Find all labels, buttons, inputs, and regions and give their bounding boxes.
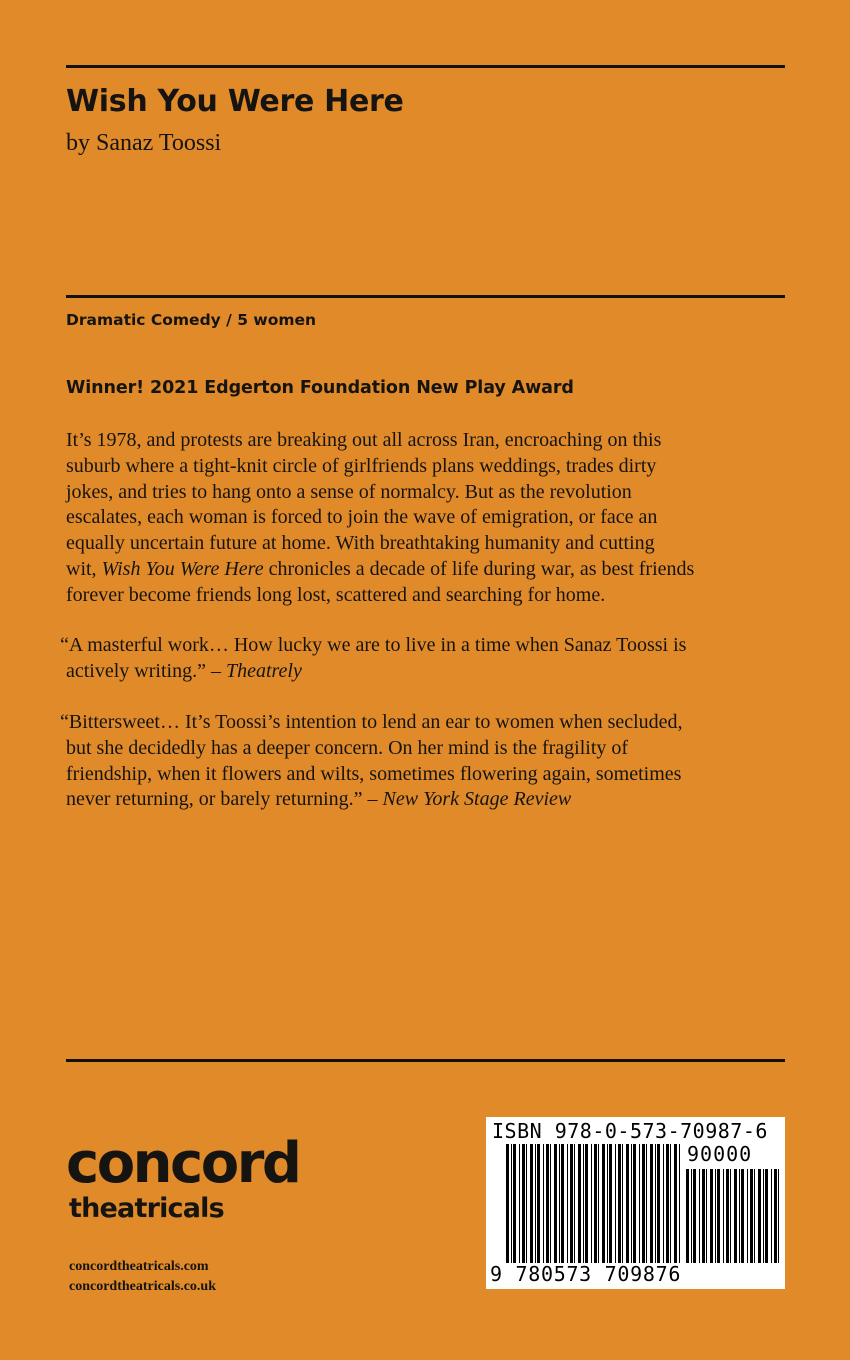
barcode-bar: [609, 1144, 612, 1263]
barcode-bar: [771, 1169, 772, 1263]
barcode-bar: [574, 1144, 575, 1263]
barcode-bar: [522, 1144, 525, 1263]
barcode-bar: [666, 1144, 669, 1263]
barcode-bar: [583, 1144, 584, 1263]
quote-line: but she decidedly has a deeper concern. On her mind is the fragility of: [66, 736, 629, 759]
barcode-bar: [535, 1144, 536, 1263]
barcode-bar: [693, 1169, 696, 1263]
synopsis-text: wit,: [66, 557, 102, 580]
barcode-bar: [554, 1144, 557, 1263]
barcode-bar: [730, 1169, 731, 1263]
barcode-bar: [717, 1169, 720, 1263]
barcode-bar: [519, 1144, 520, 1263]
barcode-bar: [546, 1144, 549, 1263]
barcode-bar: [758, 1169, 761, 1263]
quote-text: actively writing.” –: [66, 659, 226, 682]
synopsis-line: forever become friends long lost, scattered and searching for home.: [66, 583, 606, 606]
barcode-bar: [765, 1169, 768, 1263]
barcode-bar: [602, 1144, 605, 1263]
barcode-bar: [578, 1144, 581, 1263]
barcode-panel: [486, 1117, 785, 1289]
barcode-bar: [642, 1144, 645, 1263]
barcode-bar: [739, 1169, 740, 1263]
barcode-bar: [633, 1144, 636, 1263]
isbn-label: ISBN 978-0-573-70987-6: [492, 1119, 768, 1143]
barcode-bar: [570, 1144, 573, 1263]
barcode-bar: [618, 1144, 621, 1263]
barcode-bar: [774, 1169, 777, 1263]
quote-line: “A masterful work… How lucky we are to live in a time when Sanaz Toossi is: [60, 634, 687, 656]
synopsis-line: jokes, and tries to hang onto a sense of normalcy. But as the revolution: [66, 480, 632, 503]
barcode-bar: [726, 1169, 729, 1263]
barcode-bar: [646, 1144, 647, 1263]
synopsis-line: It’s 1978, and protests are breaking out all across Iran, encroaching on this: [66, 429, 662, 451]
barcode-bar: [526, 1144, 527, 1263]
barcode-bar: [679, 1144, 680, 1263]
top-rule: [66, 65, 785, 68]
barcode-bar: [723, 1169, 724, 1263]
barcode-bar: [702, 1169, 705, 1263]
barcode-bar: [530, 1144, 533, 1263]
logo-wordmark: concord: [66, 1131, 300, 1196]
barcode-bar: [513, 1144, 516, 1263]
barcode-bar: [585, 1144, 588, 1263]
barcode-bar: [710, 1169, 713, 1263]
genre-cast: Dramatic Comedy / 5 women: [66, 311, 317, 329]
barcode-bar: [754, 1169, 755, 1263]
barcode-bar: [663, 1144, 664, 1263]
barcode-bar: [543, 1144, 544, 1263]
quote-line: [60, 659, 800, 685]
barcode-bar: [686, 1169, 689, 1263]
barcode-bar: [750, 1169, 753, 1263]
review-quote-nysr: [60, 710, 800, 813]
barcode-bar: [594, 1144, 597, 1263]
award-line: Winner! 2021 Edgerton Foundation New Play Award: [66, 378, 574, 398]
logo-subtitle: theatricals: [69, 1193, 224, 1224]
barcode-bar: [559, 1144, 560, 1263]
play-title-italic: Wish You Were Here: [101, 557, 264, 580]
barcode-bar: [639, 1144, 640, 1263]
barcode-bar: [511, 1144, 512, 1263]
barcode-bar: [657, 1144, 660, 1263]
barcode-bar: [631, 1144, 632, 1263]
barcode-bar: [607, 1144, 608, 1263]
publisher-url: concordtheatricals.co.uk: [69, 1279, 216, 1294]
barcode-bar: [778, 1169, 779, 1263]
barcode-bar: [591, 1144, 592, 1263]
barcode-bar: [715, 1169, 716, 1263]
section-rule: [66, 295, 785, 298]
synopsis-line: suburb where a tight-knit circle of girlfriends plans weddings, trades dirty: [66, 454, 657, 477]
quote-line: friendship, when it flowers and wilts, sometimes flowering again, sometimes: [66, 762, 682, 785]
publisher-url: concordtheatricals.com: [69, 1259, 209, 1274]
author-line: by Sanaz Toossi: [66, 130, 222, 156]
quote-text: never returning, or barely returning.” –: [66, 788, 383, 811]
quote-line: [60, 787, 800, 813]
publisher-urls: [69, 1257, 216, 1297]
barcode-bar: [699, 1169, 700, 1263]
quote-source: Theatrely: [225, 659, 302, 682]
quote-line: “Bittersweet… It’s Toossi’s intention to lend an ear to women when secluded,: [60, 711, 683, 733]
book-title: Wish You Were Here: [66, 84, 404, 119]
synopsis-line: escalates, each woman is forced to join the wave of emigration, or face an: [66, 506, 658, 529]
ean-digits: 9 780573 709876: [490, 1262, 682, 1286]
synopsis-line: equally uncertain future at home. With breathtaking humanity and cutting: [66, 532, 655, 555]
barcode-bar: [691, 1169, 692, 1263]
barcode-bar: [670, 1144, 671, 1263]
barcode-bar: [506, 1144, 509, 1263]
barcode-bar: [763, 1169, 764, 1263]
synopsis: [66, 428, 806, 609]
barcode-bar: [567, 1144, 568, 1263]
barcode-bar: [706, 1169, 707, 1263]
publisher-logo: [66, 1131, 300, 1224]
synopsis-line: [66, 557, 806, 583]
barcode-bar: [537, 1144, 540, 1263]
review-quote-theatrely: [60, 633, 800, 685]
bottom-rule: [66, 1059, 785, 1062]
barcode-bar: [626, 1144, 629, 1263]
barcode-bar: [622, 1144, 623, 1263]
barcode-bar: [550, 1144, 551, 1263]
barcode-bar: [741, 1169, 744, 1263]
barcode-bar: [734, 1169, 737, 1263]
barcode-bar: [598, 1144, 599, 1263]
barcode-bar: [615, 1144, 616, 1263]
barcode-bar: [650, 1144, 653, 1263]
barcode-bar: [655, 1144, 656, 1263]
barcode-bar: [674, 1144, 677, 1263]
price-code: 90000: [687, 1142, 753, 1166]
barcode-bar: [561, 1144, 564, 1263]
synopsis-text: chronicles a decade of life during war, as best friends: [263, 557, 695, 580]
quote-source: New York Stage Review: [382, 788, 572, 811]
barcode-bar: [747, 1169, 748, 1263]
